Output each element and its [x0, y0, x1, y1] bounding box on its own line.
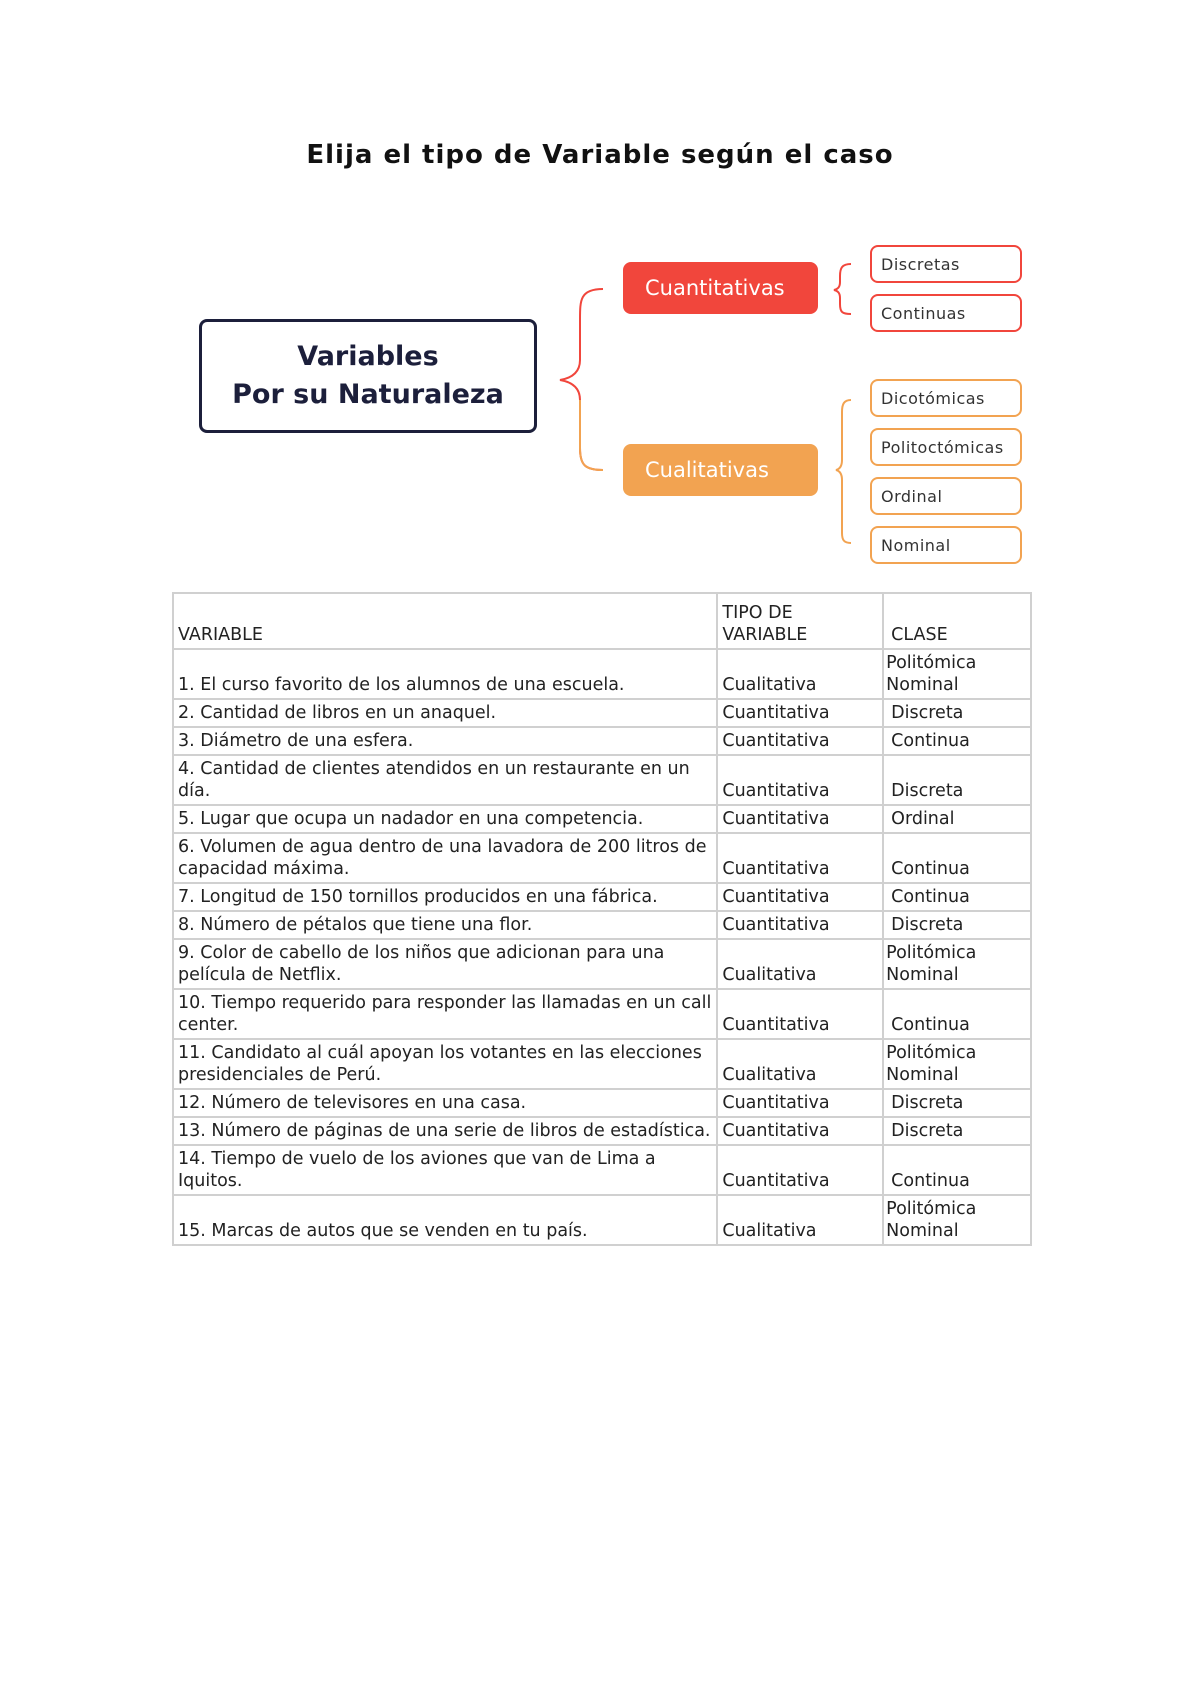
cell-clase-line2: Nominal — [886, 1221, 959, 1241]
cell-clase-line1: Continua — [891, 1171, 970, 1191]
main-concept-line1: Variables — [297, 341, 439, 372]
cell-clase-line2: Nominal — [886, 965, 959, 985]
cuanti-brace — [834, 264, 851, 314]
cell-tipo: Cuantitativa — [717, 833, 883, 883]
cell-tipo: Cualitativa — [717, 649, 883, 699]
table-row — [173, 939, 1031, 989]
cell-variable: 12. Número de televisores en una casa. — [173, 1089, 717, 1117]
cell-tipo: Cuantitativa — [717, 911, 883, 939]
cell-tipo: Cuantitativa — [717, 1117, 883, 1145]
cell-clase-line1: Discreta — [891, 703, 964, 723]
cell-tipo: Cuantitativa — [717, 989, 883, 1039]
cell-clase-line1: Continua — [891, 1015, 970, 1035]
table-row — [173, 883, 1031, 911]
cell-clase-line1: Politómica — [886, 653, 977, 673]
table-row — [173, 1145, 1031, 1195]
table-row — [173, 1089, 1031, 1117]
cell-clase-line1: Politómica — [886, 1199, 977, 1219]
cell-clase — [883, 883, 1031, 911]
variables-diagram — [0, 0, 1200, 580]
table-row — [173, 805, 1031, 833]
cell-clase-line1: Politómica — [886, 943, 977, 963]
table-row — [173, 699, 1031, 727]
cell-clase — [883, 911, 1031, 939]
cell-variable: 2. Cantidad de libros en un anaquel. — [173, 699, 717, 727]
cell-tipo: Cuantitativa — [717, 699, 883, 727]
cell-variable: 7. Longitud de 150 tornillos producidos en una fábrica. — [173, 883, 717, 911]
cell-clase-line1: Continua — [891, 859, 970, 879]
cell-clase-line1: Politómica — [886, 1043, 977, 1063]
cell-clase — [883, 727, 1031, 755]
header-tipo-line1: TIPO DE — [722, 603, 793, 623]
cell-clase — [883, 699, 1031, 727]
cell-clase-line1: Discreta — [891, 1093, 964, 1113]
table-row — [173, 989, 1031, 1039]
cell-variable: 13. Número de páginas de una serie de libros de estadística. — [173, 1117, 717, 1145]
header-variable: VARIABLE — [173, 593, 717, 649]
cell-clase — [883, 1089, 1031, 1117]
variables-table — [172, 592, 1032, 1246]
cell-clase-line2: Nominal — [886, 1065, 959, 1085]
cell-variable: 4. Cantidad de clientes atendidos en un restaurante en un día. — [173, 755, 717, 805]
cell-clase — [883, 805, 1031, 833]
cell-clase — [883, 939, 1031, 989]
cell-clase — [883, 1039, 1031, 1089]
cell-clase — [883, 1145, 1031, 1195]
table-row — [173, 1039, 1031, 1089]
main-concept-line2: Por su Naturaleza — [232, 379, 504, 410]
cuali-brace — [836, 400, 851, 543]
table-row — [173, 1117, 1031, 1145]
table-row — [173, 755, 1031, 805]
cell-variable: 6. Volumen de agua dentro de una lavadora de 200 litros de capacidad máxima. — [173, 833, 717, 883]
cell-clase — [883, 1195, 1031, 1245]
page-title: Elija el tipo de Variable según el caso — [306, 140, 894, 170]
cell-variable: 15. Marcas de autos que se venden en tu país. — [173, 1195, 717, 1245]
cell-clase — [883, 989, 1031, 1039]
cell-tipo: Cuantitativa — [717, 883, 883, 911]
header-tipo — [717, 593, 883, 649]
main-brace-lower — [580, 400, 603, 470]
main-concept-box — [199, 319, 537, 433]
main-brace — [560, 289, 603, 470]
cell-tipo: Cualitativa — [717, 939, 883, 989]
sub-discretas: Discretas — [870, 245, 1022, 283]
cell-variable: 1. El curso favorito de los alumnos de una escuela. — [173, 649, 717, 699]
cell-clase — [883, 649, 1031, 699]
sub-ordinal: Ordinal — [870, 477, 1022, 515]
cell-tipo: Cuantitativa — [717, 727, 883, 755]
cell-clase — [883, 833, 1031, 883]
category-cuantitativas: Cuantitativas — [623, 262, 818, 314]
cell-tipo: Cualitativa — [717, 1039, 883, 1089]
table-row — [173, 649, 1031, 699]
header-clase: CLASE — [883, 593, 1031, 649]
cell-variable: 14. Tiempo de vuelo de los aviones que van de Lima a Iquitos. — [173, 1145, 717, 1195]
header-tipo-line2: VARIABLE — [722, 625, 808, 645]
sub-nominal: Nominal — [870, 526, 1022, 564]
table-header-row — [173, 593, 1031, 649]
cell-clase-line1: Discreta — [891, 781, 964, 801]
cell-variable: 10. Tiempo requerido para responder las llamadas en un call center. — [173, 989, 717, 1039]
cell-variable: 8. Número de pétalos que tiene una flor. — [173, 911, 717, 939]
cell-clase — [883, 1117, 1031, 1145]
table-row — [173, 911, 1031, 939]
sub-dicotomicas: Dicotómicas — [870, 379, 1022, 417]
cell-tipo: Cuantitativa — [717, 1089, 883, 1117]
cell-tipo: Cuantitativa — [717, 755, 883, 805]
cell-tipo: Cuantitativa — [717, 805, 883, 833]
cell-clase-line1: Discreta — [891, 915, 964, 935]
cell-tipo: Cuantitativa — [717, 1145, 883, 1195]
cell-clase-line2: Nominal — [886, 675, 959, 695]
table-row — [173, 833, 1031, 883]
sub-continuas: Continuas — [870, 294, 1022, 332]
cell-variable: 9. Color de cabello de los niños que adicionan para una película de Netflix. — [173, 939, 717, 989]
cell-clase-line1: Ordinal — [891, 809, 955, 829]
cell-clase — [883, 755, 1031, 805]
sub-politoctomicas: Politoctómicas — [870, 428, 1022, 466]
cell-variable: 3. Diámetro de una esfera. — [173, 727, 717, 755]
cell-clase-line1: Discreta — [891, 1121, 964, 1141]
table-row — [173, 1195, 1031, 1245]
cell-variable: 5. Lugar que ocupa un nadador en una competencia. — [173, 805, 717, 833]
cell-clase-line1: Continua — [891, 887, 970, 907]
category-cualitativas: Cualitativas — [623, 444, 818, 496]
cell-tipo: Cualitativa — [717, 1195, 883, 1245]
cell-clase-line1: Continua — [891, 731, 970, 751]
table-row — [173, 727, 1031, 755]
cell-variable: 11. Candidato al cuál apoyan los votantes en las elecciones presidenciales de Perú. — [173, 1039, 717, 1089]
